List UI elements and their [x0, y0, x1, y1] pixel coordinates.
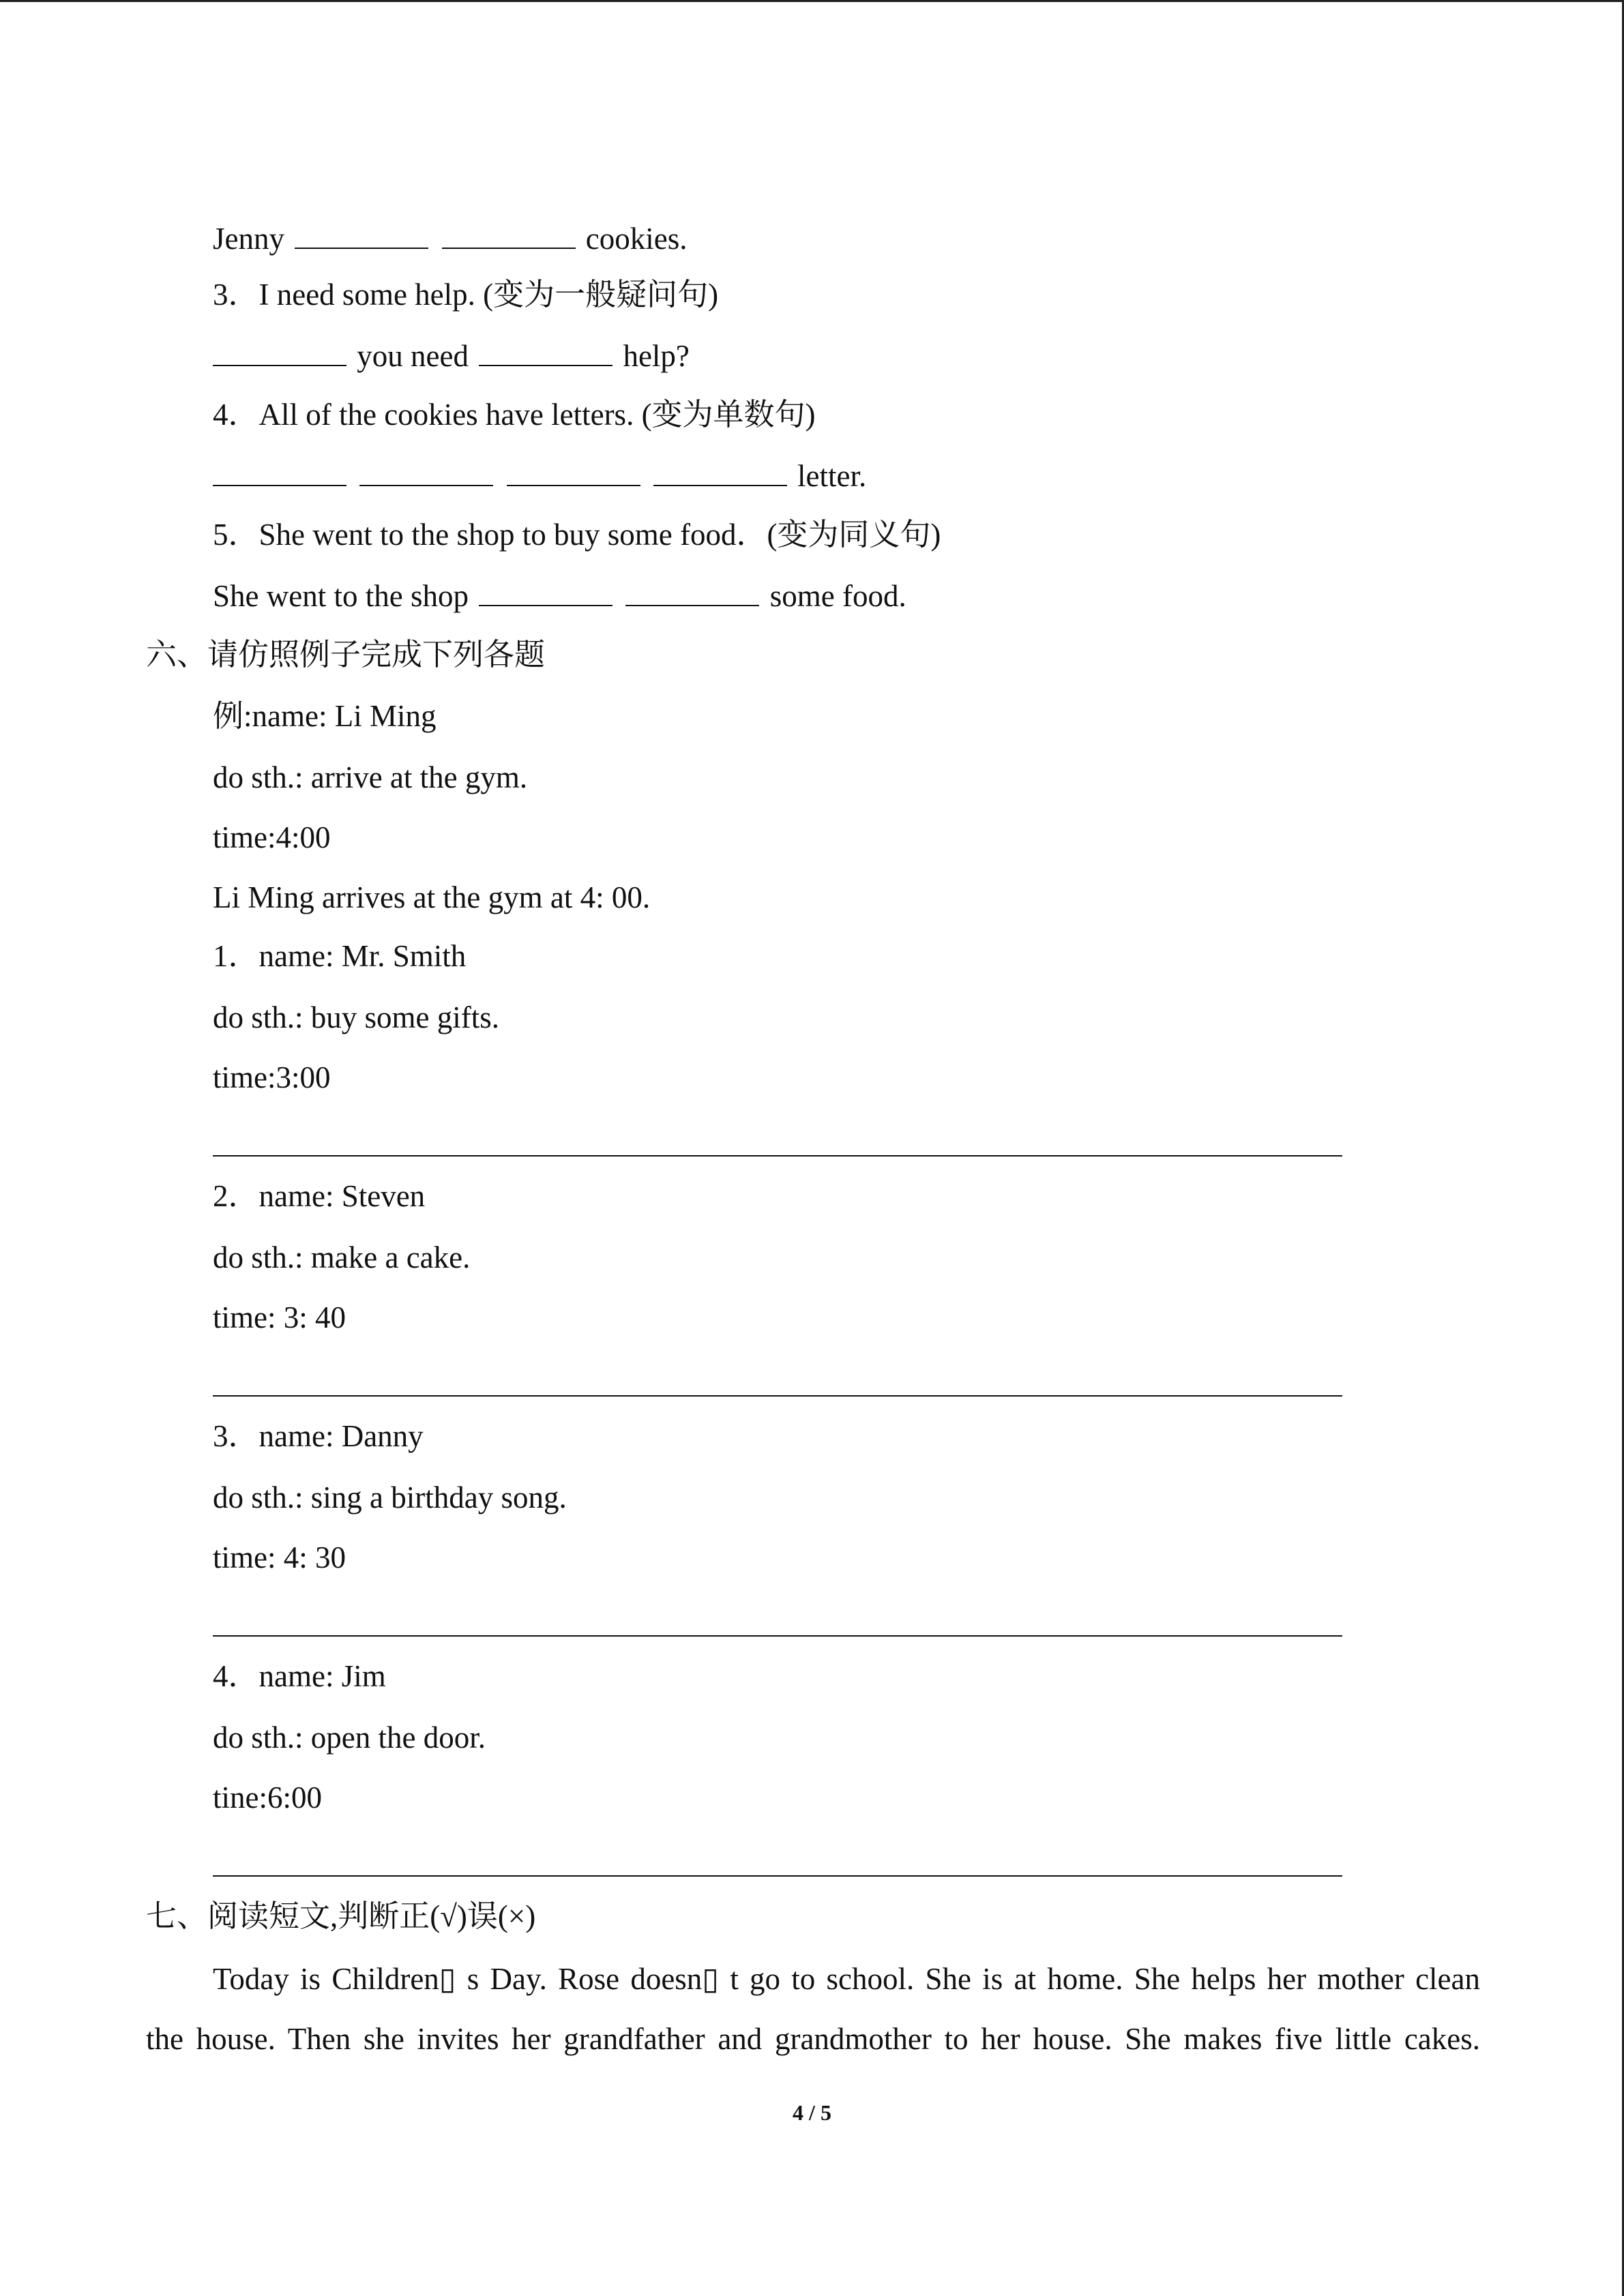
item4-answer-line[interactable]: [213, 1875, 1342, 1877]
q5-answer-start: She went to the shop: [213, 579, 469, 613]
item1-answer-line[interactable]: [213, 1155, 1342, 1157]
q5-answer-line: [213, 577, 906, 615]
example-sentence: Li Ming arrives at the gym at 4: 00.: [213, 880, 651, 914]
page-border-top: [0, 0, 1624, 2]
reading-passage-line2: the house. Then she invites her grandfather and grandmother to her house. She makes five little cakes.: [146, 2022, 1480, 2056]
answer-blank[interactable]: [359, 458, 493, 486]
answer-blank[interactable]: [625, 578, 759, 606]
q4-answer-line: [213, 457, 866, 495]
item3-time: time: 4: 30: [213, 1540, 346, 1575]
page-number: 4 / 5: [793, 2100, 831, 2125]
item1-name: 1．name: Mr. Smith: [213, 939, 467, 973]
q5-question: 5．She went to the shop to buy some food．(变为同义句): [213, 518, 941, 552]
item3-action: do sth.: sing a birthday song.: [213, 1480, 567, 1515]
item1-time: time:3:00: [213, 1060, 331, 1094]
item2-action: do sth.: make a cake.: [213, 1240, 471, 1274]
item2-answer-line[interactable]: [213, 1395, 1342, 1397]
q3-question: 3．I need some help. (变为一般疑问句): [213, 278, 719, 312]
answer-blank[interactable]: [213, 458, 346, 486]
q2-answer-suffix: cookies.: [585, 222, 688, 256]
answer-blank[interactable]: [653, 458, 787, 486]
q3-answer-mid: you need: [357, 339, 469, 373]
q4-question: 4．All of the cookies have letters. (变为单数句): [213, 398, 816, 432]
item4-name: 4．name: Jim: [213, 1659, 386, 1693]
example-name: 例:name: Li Ming: [213, 699, 437, 733]
item1-action: do sth.: buy some gifts.: [213, 1000, 500, 1034]
answer-blank[interactable]: [479, 578, 612, 606]
item4-time: tine:6:00: [213, 1780, 322, 1815]
answer-blank[interactable]: [295, 220, 428, 249]
section6-title: 六、请仿照例子完成下列各题: [146, 638, 546, 672]
answer-blank[interactable]: [507, 458, 640, 486]
example-time: time:4:00: [213, 820, 331, 854]
example-action: do sth.: arrive at the gym.: [213, 760, 528, 794]
q2-answer-line: [213, 220, 687, 258]
q4-answer-end: letter.: [797, 459, 867, 493]
q3-answer-end: help?: [623, 339, 690, 373]
answer-blank[interactable]: [213, 338, 346, 366]
answer-blank[interactable]: [442, 220, 576, 249]
item2-name: 2．name: Steven: [213, 1179, 426, 1213]
answer-blank[interactable]: [479, 338, 612, 366]
q3-answer-line: [213, 337, 690, 375]
section7-title: 七、阅读短文,判断正(√)误(×): [146, 1899, 536, 1933]
item4-action: do sth.: open the door.: [213, 1720, 486, 1755]
q2-answer-prefix: Jenny: [213, 222, 284, 256]
q5-answer-end: some food.: [769, 579, 906, 613]
item2-time: time: 3: 40: [213, 1300, 346, 1335]
reading-passage-line1: Today is Children▯ s Day. Rose doesn▯ t go to school. She is at home. She helps her mother clean: [213, 1962, 1480, 1996]
item3-answer-line[interactable]: [213, 1635, 1342, 1637]
item3-name: 3．name: Danny: [213, 1419, 424, 1453]
